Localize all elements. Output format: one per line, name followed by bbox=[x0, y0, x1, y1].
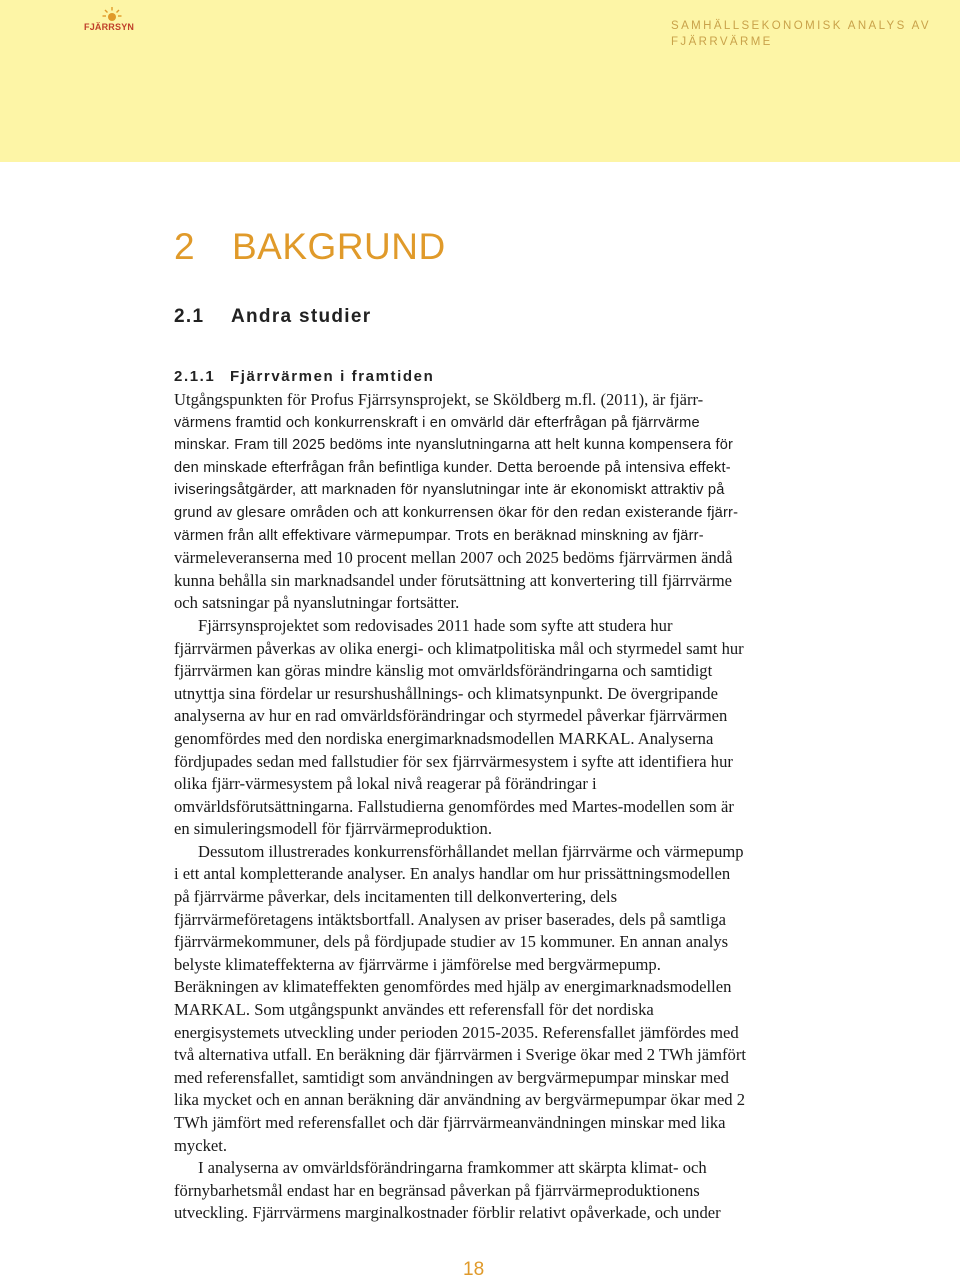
subsection-title: Fjärrvärmen i framtiden bbox=[230, 368, 435, 385]
text-line: Fjärrsynsprojektet som redovisades 2011 hade som syfte att studera hur bbox=[198, 615, 673, 635]
text-line: fördjupades sedan med fallstudier för sex fjärrvärmesystem i syfte att identifiera hur bbox=[174, 751, 733, 771]
text-line: utveckling. Fjärrvärmens marginalkostnader förblir relativt opåverkade, och under bbox=[174, 1203, 721, 1223]
text-line: Utgångspunkten för Profus Fjärrsynsprojekt, se Sköldberg m.fl. (2011), är fjärr- bbox=[174, 390, 704, 409]
text-line: och satsningar på nyanslutningar fortsätter. bbox=[174, 593, 460, 613]
text-line: en simuleringsmodell för fjärrvärmeproduktion. bbox=[174, 819, 492, 839]
text-line: analyserna av hur en rad omvärldsförändringar och styrmedel påverkar fjärrvärmen bbox=[174, 706, 728, 726]
text-line: omvärldsförutsättningarna. Fallstudierna genomfördes med Martes-modellen som är bbox=[174, 796, 734, 816]
text-line: olika fjärr-värmesystem på lokal nivå reagerar på förändringar i bbox=[174, 774, 597, 794]
text-line: iviseringsåtgärder, att marknaden för nyanslutningar inte är ekonomiskt attraktiv på bbox=[174, 482, 725, 499]
subsection-heading bbox=[174, 368, 434, 385]
text-line: utnyttja sina fördelar ur resurshushållnings- och klimatsynpunkt. De övergripande bbox=[174, 683, 718, 703]
text-line: grund av glesare områden och att konkurrensen ökar för den redan existerande fjärr- bbox=[174, 504, 739, 521]
text-line: belyste klimateffekterna av fjärrvärme i jämförelse med bergvärmepump. bbox=[174, 954, 661, 974]
fjarrsyn-logo bbox=[84, 6, 140, 36]
text-line: I analyserna av omvärldsförändringarna framkommer att skärpta klimat- och bbox=[198, 1158, 707, 1178]
text-line: kunna behålla sin marknadsandel under förutsättning att konvertering till fjärrvärme bbox=[174, 570, 733, 590]
section-number: 2.1 bbox=[174, 306, 205, 327]
section-heading bbox=[174, 306, 371, 328]
text-line: med referensfallet, samtidigt som användningen av bergvärmepumpar minskar med bbox=[174, 1067, 729, 1087]
body-text bbox=[174, 389, 794, 1225]
text-line: fjärrvärmekommuner, dels på fördjupade studier av 15 kommuner. En annan analys bbox=[174, 932, 729, 952]
text-line: värmeleveranserna med 10 procent mellan 2007 och 2025 bedöms fjärrvärmen ändå bbox=[174, 548, 733, 568]
text-line: fjärrvärmen kan göras mindre känslig mot omvärldsförändringarna och samtidigt bbox=[174, 661, 713, 681]
text-line: MARKAL. Som utgångspunkt användes ett referensfall för det nordiska bbox=[174, 1000, 654, 1020]
text-line: Beräkningen av klimateffekten genomfördes med hjälp av energimarknadsmodellen bbox=[174, 977, 732, 997]
text-line: den minskade efterfrågan från befintliga kunder. Detta beroende på intensiva effekt- bbox=[174, 459, 731, 476]
text-line: lika mycket och en annan beräkning där användning av bergvärmepumpar ökar med 2 bbox=[174, 1090, 746, 1110]
logo-text: FJÄRRSYN bbox=[84, 22, 135, 32]
text-line: fjärrvärmen påverkas av olika energi- och klimatpolitiska mål och styrmedel samt hur bbox=[174, 638, 744, 658]
section-title: Andra studier bbox=[231, 306, 372, 327]
text-line: TWh jämfört med referensfallet och där fjärrvärmeanvändningen minskar med lika bbox=[174, 1113, 726, 1132]
text-line: minskar. Fram till 2025 bedöms inte nyanslutningarna att helt kunna kompensera för bbox=[174, 437, 734, 454]
text-line: förnybarhetsmål endast har en begränsad påverkan på fjärrvärmeproduktionens bbox=[174, 1180, 700, 1200]
chapter-heading bbox=[174, 226, 446, 268]
text-line: värmens framtid och konkurrenskraft i en omvärld där efterfrågan på fjärrvärme bbox=[174, 414, 700, 431]
text-line: mycket. bbox=[174, 1135, 227, 1155]
running-header-title: SAMHÄLLSEKONOMISK ANALYS AV FJÄRRVÄRME bbox=[671, 20, 931, 48]
text-line: energisystemets utveckling under perioden 2015-2035. Referensfallet jämfördes med bbox=[174, 1022, 739, 1042]
subsection-number: 2.1.1 bbox=[174, 368, 216, 385]
text-line: Dessutom illustrerades konkurrensförhållandet mellan fjärrvärme och värmepump bbox=[198, 841, 744, 861]
chapter-title: BAKGRUND bbox=[232, 226, 446, 267]
header-band bbox=[0, 0, 960, 162]
sun-icon bbox=[102, 6, 122, 22]
text-line: två alternativa utfall. En beräkning där fjärrvärmen i Sverige ökar med 2 TWh jämfört bbox=[174, 1045, 746, 1065]
text-line: i ett antal kompletterande analyser. En analys handlar om hur prissättningsmodellen bbox=[174, 864, 731, 884]
text-line: genomfördes med den nordiska energimarknadsmodellen MARKAL. Analyserna bbox=[174, 728, 714, 748]
text-line: värmen från allt effektivare värmepumpar. Trots en beräknad minskning av fjärr- bbox=[174, 527, 704, 544]
page-number: 18 bbox=[463, 1259, 485, 1280]
text-line: på fjärrvärme påverkar, dels incitamenten till delkonvertering, dels bbox=[174, 887, 618, 907]
chapter-number: 2 bbox=[174, 226, 196, 267]
text-line: fjärrvärmeföretagens intäktsbortfall. Analysen av priser baserades, dels på samtliga bbox=[174, 909, 727, 929]
